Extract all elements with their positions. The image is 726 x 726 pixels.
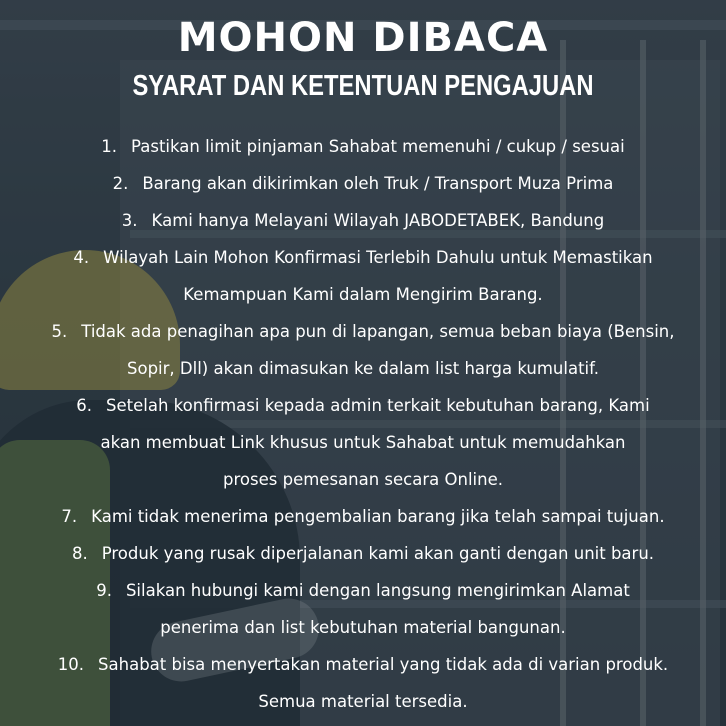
- term-line: [0, 683, 726, 720]
- term-line: [0, 313, 726, 350]
- term-number: 7.: [61, 507, 78, 526]
- page-title: MOHON DIBACA: [177, 15, 549, 61]
- term-number: 10.: [57, 655, 85, 674]
- term-line: [0, 498, 726, 535]
- terms-list: [0, 128, 726, 720]
- term-number: 1.: [101, 137, 118, 156]
- term-number: 4.: [73, 248, 90, 267]
- term-number: 9.: [96, 581, 112, 600]
- term-text: Silakan hubungi kami dengan langsung mengirimkan Alamat: [125, 581, 630, 600]
- term-text: Tidak ada penagihan apa pun di lapangan, semua beban biaya (Bensin,: [81, 322, 675, 341]
- term-text: Sahabat bisa menyertakan material yang tidak ada di varian produk.: [98, 655, 669, 674]
- term-number: 5.: [51, 322, 68, 341]
- term-line: [0, 535, 726, 572]
- term-text: Setelah konfirmasi kepada admin terkait kebutuhan barang, Kami: [106, 396, 650, 415]
- term-line: [0, 276, 726, 313]
- term-number: 8.: [71, 544, 88, 563]
- term-text: Kemampuan Kami dalam Mengirim Barang.: [183, 285, 543, 304]
- term-line: [0, 202, 726, 239]
- term-number: 2.: [112, 174, 129, 193]
- term-number: 6.: [76, 396, 93, 415]
- term-text: Produk yang rusak diperjalanan kami akan ganti dengan unit baru.: [101, 544, 655, 563]
- term-text: Kami tidak menerima pengembalian barang jika telah sampai tujuan.: [91, 507, 665, 526]
- term-line: [0, 165, 726, 202]
- term-number: 3.: [121, 211, 138, 230]
- term-line: [0, 609, 726, 646]
- term-line: [0, 239, 726, 276]
- term-line: [0, 572, 726, 609]
- term-line: [0, 350, 726, 387]
- term-text: Wilayah Lain Mohon Konfirmasi Terlebih Dahulu untuk Memastikan: [103, 248, 653, 267]
- term-line: [0, 387, 726, 424]
- term-text: akan membuat Link khusus untuk Sahabat untuk memudahkan: [100, 433, 626, 452]
- term-text: proses pemesanan secara Online.: [223, 470, 503, 489]
- term-text: Sopir, Dll) akan dimasukan ke dalam list harga kumulatif.: [127, 359, 599, 378]
- term-line: [0, 646, 726, 683]
- term-text: Kami hanya Melayani Wilayah JABODETABEK, Bandung: [151, 211, 605, 230]
- term-line: [0, 424, 726, 461]
- page-subtitle: SYARAT DAN KETENTUAN PENGAJUAN: [132, 70, 594, 102]
- term-line: [0, 128, 726, 165]
- term-text: Barang akan dikirimkan oleh Truk / Transport Muza Prima: [142, 174, 614, 193]
- term-text: penerima dan list kebutuhan material bangunan.: [160, 618, 566, 637]
- term-text: Semua material tersedia.: [258, 692, 468, 711]
- term-line: [0, 461, 726, 498]
- term-text: Pastikan limit pinjaman Sahabat memenuhi / cukup / sesuai: [131, 137, 625, 156]
